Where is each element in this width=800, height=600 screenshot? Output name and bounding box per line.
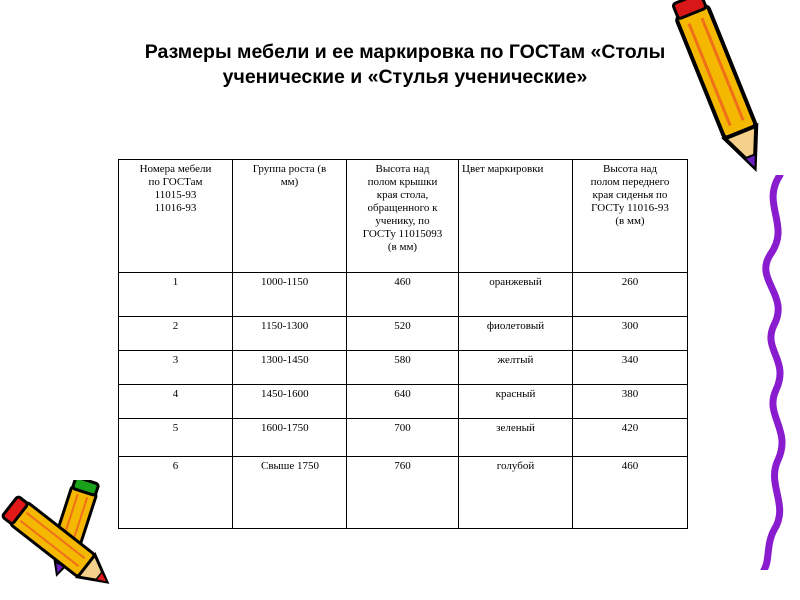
table-row [119, 457, 688, 529]
cell-color: желтый [459, 351, 573, 385]
header-text: полом переднего [590, 176, 670, 188]
scribble-line [740, 175, 800, 570]
cell-color: голубой [459, 457, 573, 529]
cell-table-height: 520 [347, 317, 459, 351]
cell-color: красный [459, 385, 573, 419]
table-row [119, 351, 688, 385]
header-text: ГОСТу 11016-93 [591, 202, 669, 214]
cell-seat-height: 260 [573, 273, 688, 317]
header-text: Цвет маркировки [462, 163, 544, 175]
header-text: по ГОСТам [148, 176, 203, 188]
header-furniture-number [119, 160, 233, 273]
slide-title-line-1: Размеры мебели и ее маркировка по ГОСТам «Столы [144, 41, 666, 63]
cell-height-group: Свыше 1750 [233, 457, 347, 529]
header-text: (в мм) [387, 241, 418, 253]
cell-table-height: 760 [347, 457, 459, 529]
header-text: края стола, [376, 189, 429, 201]
cell-color: зеленый [459, 419, 573, 457]
table-header-row [119, 160, 688, 273]
header-text: мм) [280, 176, 299, 188]
table-row [119, 385, 688, 419]
cell-number: 2 [119, 317, 233, 351]
cell-height-group: 1450-1600 [233, 385, 347, 419]
cell-height-group: 1300-1450 [233, 351, 347, 385]
cell-table-height: 580 [347, 351, 459, 385]
header-text: ГОСТу 11015093 [362, 228, 443, 240]
header-text: 11016-93 [154, 202, 197, 214]
cell-seat-height: 300 [573, 317, 688, 351]
header-text: (в мм) [615, 215, 645, 227]
cell-table-height: 700 [347, 419, 459, 457]
header-text: полом крышки [367, 176, 438, 188]
header-table-height [347, 160, 459, 273]
table-row [119, 419, 688, 457]
header-text: 11015-93 [154, 189, 197, 201]
header-text: Номера мебели [139, 163, 212, 175]
table-row [119, 273, 688, 317]
cell-seat-height: 460 [573, 457, 688, 529]
cell-number: 4 [119, 385, 233, 419]
header-marking-color [459, 160, 573, 273]
header-text: Высота над [375, 163, 430, 175]
pencil-icon [670, 0, 785, 190]
pencil-icon [0, 480, 170, 595]
header-height-group [233, 160, 347, 273]
cell-table-height: 640 [347, 385, 459, 419]
header-text: ученику, по [375, 215, 430, 227]
furniture-size-table [118, 159, 688, 529]
cell-height-group: 1600-1750 [233, 419, 347, 457]
header-text: края сиденья по [592, 189, 668, 201]
cell-height-group: 1000-1150 [233, 273, 347, 317]
header-text: Высота над [603, 163, 657, 175]
cell-number: 3 [119, 351, 233, 385]
cell-seat-height: 420 [573, 419, 688, 457]
header-text: обращенного к [367, 202, 438, 214]
cell-number: 1 [119, 273, 233, 317]
header-text: Группа роста (в [252, 163, 327, 175]
cell-seat-height: 340 [573, 351, 688, 385]
cell-number: 6 [119, 457, 233, 529]
cell-number: 5 [119, 419, 233, 457]
cell-color: оранжевый [459, 273, 573, 317]
slide-title [100, 40, 710, 90]
cell-height-group: 1150-1300 [233, 317, 347, 351]
cell-seat-height: 380 [573, 385, 688, 419]
table-row [119, 317, 688, 351]
cell-color: фиолетовый [459, 317, 573, 351]
cell-table-height: 460 [347, 273, 459, 317]
slide-title-line-2: ученические и «Стулья ученические» [222, 66, 588, 88]
